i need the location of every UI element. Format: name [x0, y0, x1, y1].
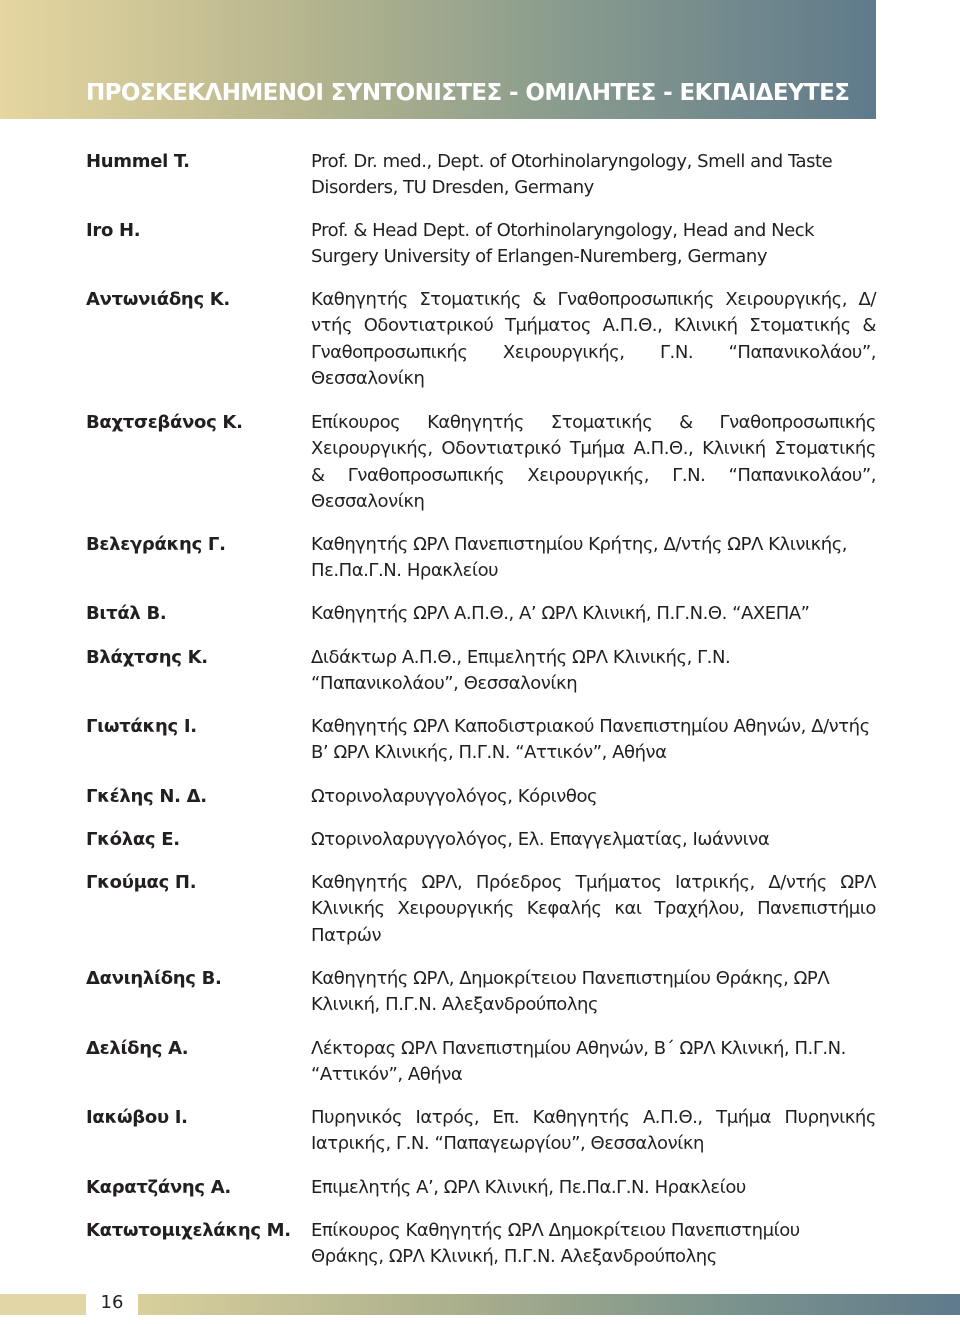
speaker-affiliation: Καθηγητής ΩΡΛ, Πρόεδρος Τμήματος Ιατρικής, Δ/ντής ΩΡΛ Κλινικής Χειρουργικής Κεφαλής και Τραχήλου, Πανεπιστήμιο Πατρών [311, 872, 876, 946]
speaker-affiliation: Καθηγητής ΩΡΛ Α.Π.Θ., Α’ ΩΡΛ Κλινική, Π.Γ.Ν.Θ. “ΑΧΕΠΑ” [311, 603, 810, 624]
speaker-name: Γιωτάκης Ι. [86, 716, 197, 737]
speaker-name: Κατωτομιχελάκης Μ. [86, 1220, 291, 1241]
page-number: 16 [100, 1292, 124, 1313]
speaker-name: Βιτάλ Β. [86, 603, 167, 624]
speaker-affiliation: Καθηγητής ΩΡΛ, Δημοκρίτειου Πανεπιστημίου Θράκης, ΩΡΛ Κλινική, Π.Γ.Ν. Αλεξανδρούπολης [311, 968, 830, 1016]
speaker-name: Ιακώβου Ι. [86, 1107, 188, 1128]
speaker-name: Δελίδης Α. [86, 1038, 189, 1059]
speaker-affiliation: Λέκτορας ΩΡΛ Πανεπιστημίου Αθηνών, Β΄ ΩΡΛ Κλινική, Π.Γ.Ν. “Αττικόν”, Αθήνα [311, 1038, 846, 1086]
speaker-affiliation: Επίκουρος Καθηγητής ΩΡΛ Δημοκρίτειου Πανεπιστημίου Θράκης, ΩΡΛ Κλινική, Π.Γ.Ν. Αλεξανδρούπολης [311, 1220, 800, 1268]
speaker-name: Καρατζάνης Α. [86, 1177, 231, 1198]
speaker-affiliation: Επίκουρος Καθηγητής Στοματικής & Γναθοπροσωπικής Χειρουργικής, Οδοντιατρικό Τμήμα Α.Π.Θ., Κλινική Στοματικής & Γναθοπροσωπικής Χειρουργικής, Γ.Ν. “Παπανικολάου”, Θεσσαλονίκη [311, 412, 876, 513]
speaker-affiliation: Πυρηνικός Ιατρός, Επ. Καθηγητής Α.Π.Θ., Τμήμα Πυρηνικής Ιατρικής, Γ.Ν. “Παπαγεωργίου”, Θεσσαλονίκη [311, 1107, 876, 1155]
speaker-affiliation: Καθηγητής ΩΡΛ Καποδιστριακού Πανεπιστημίου Αθηνών, Δ/ντής Β’ ΩΡΛ Κλινικής, Π.Γ.Ν. “Αττικόν”, Αθήνα [311, 716, 870, 764]
footer-band-left [0, 1294, 86, 1315]
speaker-affiliation: Ωτορινολαρυγγολόγος, Ελ. Επαγγελματίας, Ιωάννινα [311, 829, 770, 850]
speaker-name: Iro H. [86, 220, 141, 241]
page-title: ΠΡΟΣΚΕΚΛΗΜΕΝΟΙ ΣΥΝΤΟΝΙΣΤΕΣ - ΟΜΙΛΗΤΕΣ - ΕΚΠΑΙΔΕΥΤΕΣ [86, 80, 850, 106]
speaker-name: Γκόλας Ε. [86, 829, 180, 850]
speaker-affiliation: Prof. Dr. med., Dept. of Otorhinolaryngology, Smell and Taste Disorders, TU Dresden, Germany [311, 151, 833, 199]
speaker-affiliation: Ωτορινολαρυγγολόγος, Κόρινθος [311, 786, 598, 807]
footer-band-right [138, 1294, 960, 1315]
speaker-name: Hummel T. [86, 151, 190, 172]
speaker-name: Βλάχτσης Κ. [86, 647, 208, 668]
speaker-affiliation: Διδάκτωρ Α.Π.Θ., Επιμελητής ΩΡΛ Κλινικής, Γ.Ν. “Παπανικολάου”, Θεσσαλονίκη [311, 647, 731, 695]
speaker-name: Βελεγράκης Γ. [86, 534, 226, 555]
speaker-name: Γκέλης Ν. Δ. [86, 786, 207, 807]
speaker-affiliation: Επιμελητής Α’, ΩΡΛ Κλινική, Πε.Πα.Γ.Ν. Ηρακλείου [311, 1177, 746, 1198]
speaker-affiliation: Καθηγητής Στοματικής & Γναθοπροσωπικής Χειρουργικής, Δ/ντής Οδοντιατρικού Τμήματος Α.Π.Θ., Κλινική Στοματικής & Γναθοπροσωπικής Χειρουργικής, Γ.Ν. “Παπανικολάου”, Θεσσαλονίκη [311, 289, 876, 390]
speaker-name: Βαχτσεβάνος Κ. [86, 412, 243, 433]
speaker-affiliation: Prof. & Head Dept. of Otorhinolaryngology, Head and Neck Surgery University of Erlangen-Nuremberg, Germany [311, 220, 815, 268]
speaker-name: Δανιηλίδης Β. [86, 968, 222, 989]
speaker-name: Γκούμας Π. [86, 872, 197, 893]
speaker-affiliation: Καθηγητής ΩΡΛ Πανεπιστημίου Κρήτης, Δ/ντής ΩΡΛ Κλινικής, Πε.Πα.Γ.Ν. Ηρακλείου [311, 534, 848, 582]
speaker-name: Αντωνιάδης Κ. [86, 289, 230, 310]
